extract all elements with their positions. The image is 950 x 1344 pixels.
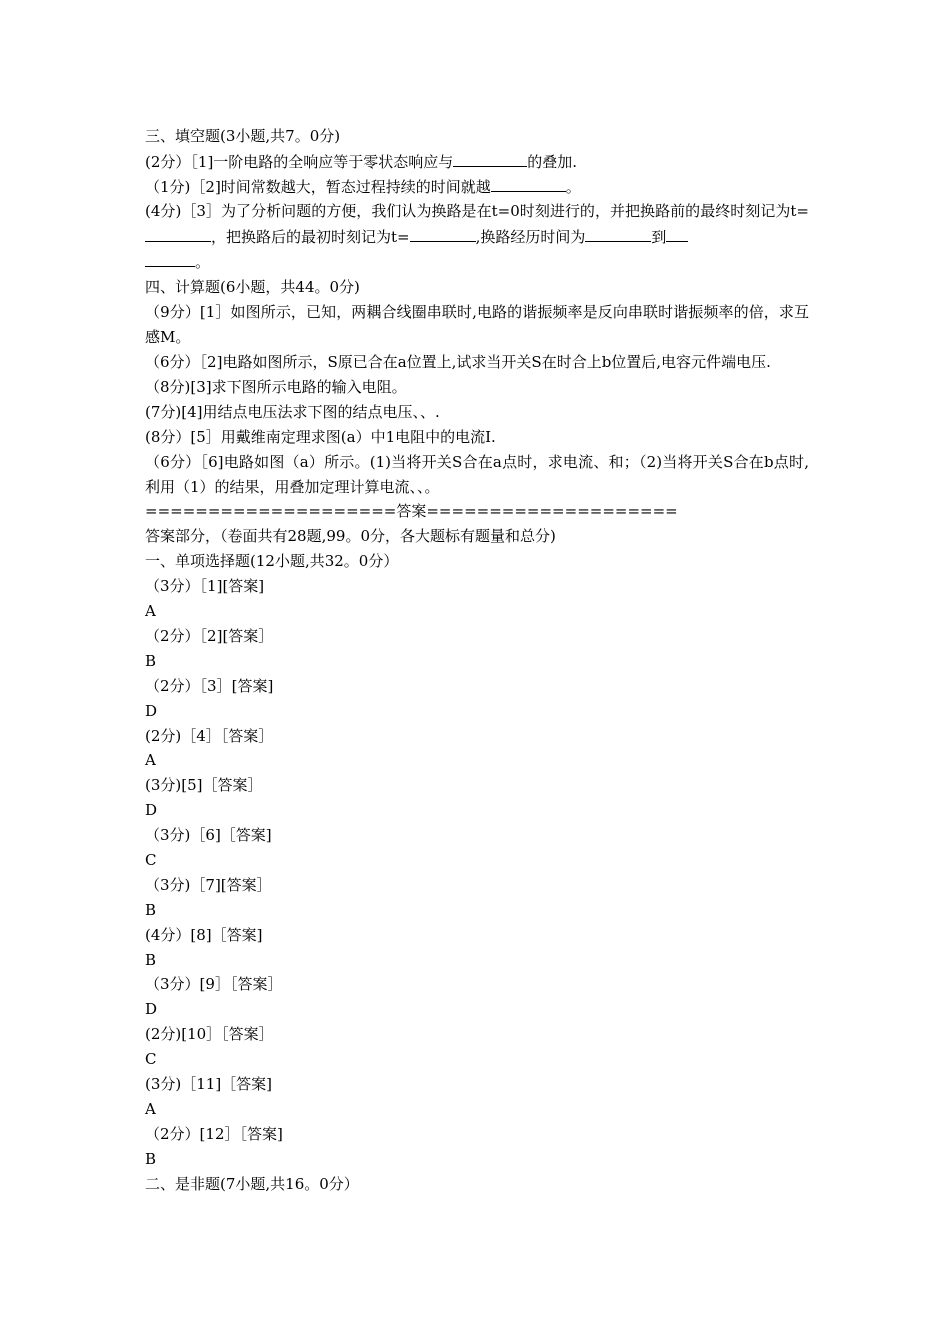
answer-value: D (145, 1000, 158, 1019)
calc-question-3: （8分)[3]求下图所示电路的输入电阻。 (145, 378, 407, 396)
fill-q3-text-a: (4分)［3］为了分析问题的方便，我们认为换路是在t=0时刻进行的，并把换路前的最终时刻记为t= (145, 201, 809, 220)
fill-q2-text: （1分)［2]时间常数越大，暂态过程持续的时间就越 (145, 177, 491, 196)
calc-question-2: （6分）［2]电路如图所示，S原已合在a位置上,试求当开关S在时合上b位置后,电容元件端电压. (145, 353, 771, 372)
fill-section-heading: 三、填空题(3小题,共7。0分) (145, 127, 341, 145)
answer-divider: ====================答案==================== (145, 502, 678, 521)
answer-value: B (145, 950, 157, 969)
calc-question-1: （9分）[1］如图所示，已知，两耦合线圈串联时,电路的谐振频率是反向串联时谐振频率的倍，求互感M。 (145, 303, 809, 347)
fill-question-3 (145, 199, 809, 276)
tf-section-heading: 二、是非题(7小题,共16。0分） (145, 1174, 359, 1193)
blank-line (145, 224, 211, 242)
answer-value: D (145, 801, 158, 820)
fill-q3-text-d: 到 (651, 227, 667, 246)
fill-q3-text-b: ，把换路后的最初时刻记为t= (211, 227, 410, 246)
answer-label: (4分）[8]［答案] (145, 925, 263, 944)
answer-label: （2分）［3］[答案] (145, 676, 274, 695)
answer-value: B (145, 900, 157, 919)
blank-line (666, 224, 688, 242)
answer-label: （3分)［6]［答案] (145, 826, 272, 845)
answer-value: A (145, 602, 156, 621)
answer-value: C (145, 1050, 157, 1069)
answer-label: (3分)［11]［答案] (145, 1074, 273, 1093)
answer-label: （3分）[9］［答案］ (145, 975, 283, 994)
answer-label: (2分)［4］［答案］ (145, 726, 274, 745)
fill-question-2 (145, 174, 809, 199)
answer-intro: 答案部分，（卷面共有28题,99。0分，各大题标有题量和总分) (145, 527, 556, 546)
document-page (145, 124, 809, 1196)
answer-label: (2分)[10］［答案］ (145, 1025, 274, 1044)
calc-section-heading: 四、计算题(6小题，共44。0分) (145, 278, 360, 297)
fill-question-1 (145, 149, 809, 174)
fill-q3-tail: 。 (195, 253, 211, 272)
calc-question-5: (8分）[5］用戴维南定理求图(a）中1电阻中的电流I. (145, 427, 496, 446)
answer-value: D (145, 701, 158, 720)
answer-label: （3分)［7][答案］ (145, 875, 272, 894)
answer-value: C (145, 850, 157, 869)
answer-value: B (145, 1149, 157, 1168)
answer-label: (3分)[5]［答案］ (145, 776, 263, 795)
blank-line (453, 149, 527, 167)
fill-q3-text-c: ,换路经历时间为 (475, 227, 586, 246)
answer-label: （2分）[12］［答案] (145, 1124, 283, 1143)
answer-value: B (145, 651, 157, 670)
calc-question-6: （6分）［6]电路如图（a）所示。(1)当将开关S合在a点时，求电流、和；（2)当将开关S合在b点时,利用（1）的结果，用叠加定理计算电流、、。 (145, 452, 809, 496)
answer-label: （3分）［1][答案] (145, 577, 265, 596)
blank-line (585, 224, 651, 242)
fill-q2-tail: 。 (565, 177, 581, 196)
fill-q1-text: (2分）［1]一阶电路的全响应等于零状态响应与 (145, 152, 454, 171)
answer-value: A (145, 1099, 156, 1118)
answer-value: A (145, 751, 156, 770)
answer-label: （2分）［2][答案］ (145, 626, 274, 645)
blank-line (145, 249, 195, 267)
calc-question-4: (7分)[4]用结点电压法求下图的结点电压、、. (145, 402, 440, 421)
fill-q1-tail: 的叠加. (527, 152, 578, 171)
blank-line (410, 224, 476, 242)
blank-line (491, 174, 566, 192)
mc-section-heading: 一、单项选择题(12小题,共32。0分） (145, 552, 399, 571)
